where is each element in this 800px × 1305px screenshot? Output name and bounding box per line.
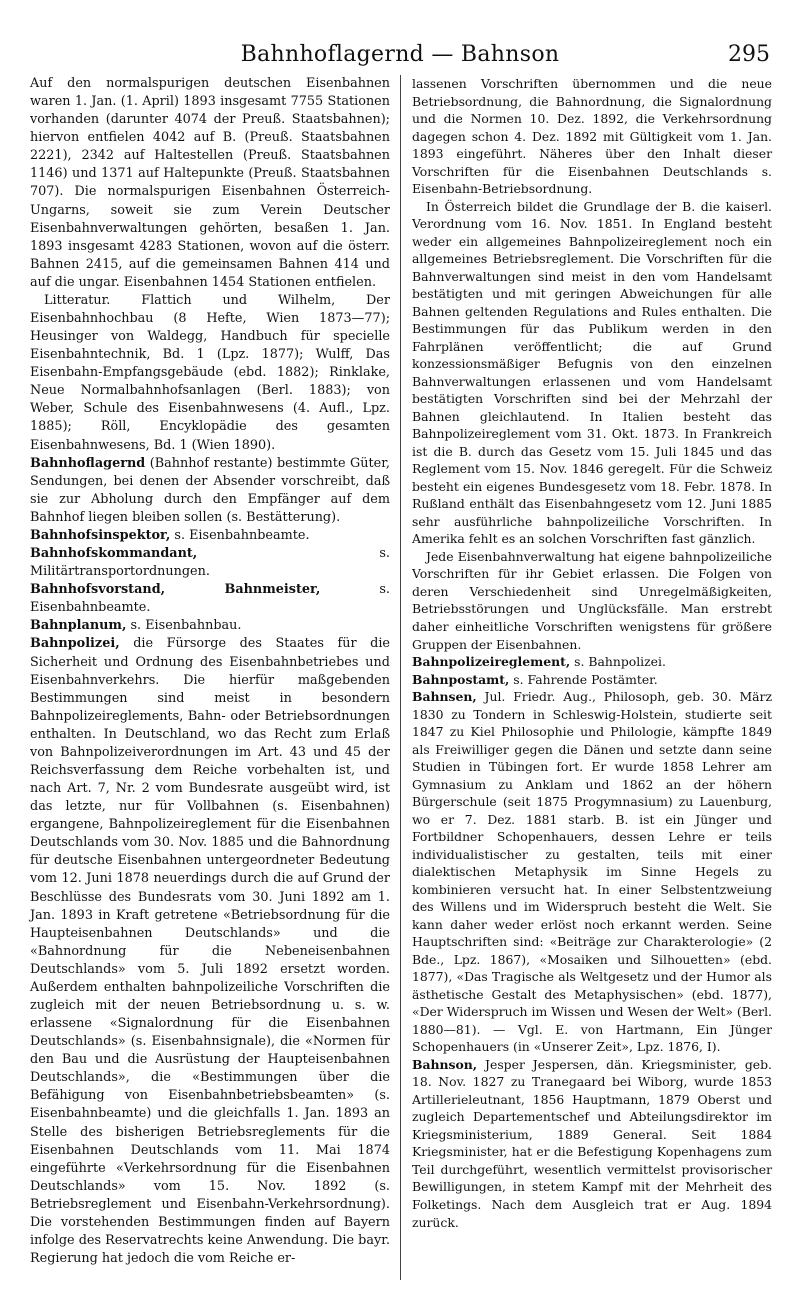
entry-text: die Fürsorge des Staates für die Sicherheit und Ordnung des Eisenbahnbetriebes und Eisenbahnverkehrs. Die hierfür maßgebenden Bestimmungen sind meist in besondern Bahnpolizeireglements, Bahn- oder Betriebsordnungen enthalten. In Deutschland, wo das Recht zum Erlaß von Bahnpolizeiverordnungen im Art. 43 und 45 der Reichsverfassung dem Reiche vorbehalten ist, und nach Art. 7, Nr. 2 vom Bundesrate ausgeübt wird, ist das letzte, nur für Vollbahnen (s. Eisenbahnen) ergangene, Bahnpolizeireglement für die Eisenbahnen Deutschlands vom 30. Nov. 1885 und die Bahnordnung für deutsche Eisenbahnen untergeordneter Bedeutung vom 12. Juni 1878 neuerdings durch die auf Grund der Beschlüsse des Bundesrats vom 30. Juni 1892 am 1. Jan. 1893 in Kraft getretene «Betriebsordnung für die Haupteisenbahnen Deutschlands» und die «Bahnordnung für die Nebeneisenbahnen Deutschlands» vom 5. Juli 1892 ersetzt worden. Außerdem enthalten bahnpolizeiliche Vorschriften die zugleich mit der neuen Betriebsordnung u. s. w. erlassene «Signalordnung für die Eisenbahnen Deutschlands» (s. Eisenbahnsignale), die «Normen für den Bau und die Ausrüstung der Haupteisenbahnen Deutschlands», die «Bestimmungen über die Befähigung von Eisenbahnbetriebsbeamten» (s. Eisenbahnbeamte) und die gleichfalls 1. Jan. 1893 an Stelle des bisherigen Betriebsreglements für die Eisenbahnen Deutschlands vom 11. Mai 1874 eingeführte «Verkehrsordnung für die Eisenbahnen Deutschlands» vom 15. Nov. 1892 (s. Betriebsreglement und Eisenbahn-Verkehrsordnung). Die vorstehenden Bestimmungen finden auf Bayern infolge des Reservatrechts keine Anwendung. Die bayr. Regierung hat jedoch die vom Reiche er-	[30, 636, 390, 1267]
right-column	[412, 75, 772, 1231]
entry-text: Auf den normalspurigen deutschen Eisenbahnen waren 1. Jan. (1. April) 1893 insgesamt 7755 Stationen vorhanden (darunter 4074 der Preuß. Staatsbahnen); hiervon entfielen 4042 auf B. (Preuß. Staatsbahnen 2221), 2342 auf Haltestellen (Preuß. Staatsbahnen 1146) und 1371 auf Haltepunkte (Preuß. Staatsbahnen 707). Die normalspurigen Eisenbahnen Österreich-Ungarns, soweit sie zum Verein Deutscher Eisenbahnverwaltungen gehörten, besaßen 1. Jan. 1893 insgesamt 4283 Stationen, wovon auf die österr. Bahnen 2415, auf die gemeinsamen Bahnen 414 und auf die ungar. Eisenbahnen 1454 Stationen entfielen.	[30, 76, 390, 290]
paragraph	[30, 75, 390, 292]
lexicon-entry	[412, 671, 772, 689]
running-title: Bahnhoflagernd — Bahnson	[240, 42, 560, 67]
headword: Bahnpolizei,	[30, 636, 120, 652]
entry-text: s. Eisenbahnbeamte.	[30, 582, 390, 616]
lexicon-entry	[30, 545, 390, 581]
entry-text: s. Militärtransportordnungen.	[30, 546, 390, 580]
headword: Bahnhofsinspektor,	[30, 527, 171, 543]
headword: Bahnsen,	[412, 689, 477, 705]
lexicon-entry	[30, 581, 390, 617]
headword: Bahnpolizeireglement,	[412, 654, 571, 670]
lexicon-entry	[30, 527, 390, 545]
entry-text: Jul. Friedr. Aug., Philosoph, geb. 30. März 1830 zu Tondern in Schleswig-Holstein, studierte seit 1847 zu Kiel Philosophie und Philologie, kämpfte 1849 als Freiwilliger gegen die Dänen und setzte dann seine Studien in Tübingen fort. Er wurde 1858 Lehrer am Gymnasium zu Anklam und 1862 an der höhern Bürgerschule (seit 1875 Progymnasium) zu Lauenburg, wo er 7. Dez. 1881 starb. B. ist ein Jünger und Fortbildner Schopenhauers, dessen Lehre er teils individualistischer zu gestalten, teils mit einer dialektischen Metaphysik im Sinne Hegels zu kombinieren versucht hat. In einer Selbstentzweiung des Willens und im Widerspruch besteht die Welt. Sie kann daher weder erlöst noch erkannt werden. Seine Hauptschriften sind: «Beiträge zur Charakterologie» (2 Bde., Lpz. 1867), «Mosaiken und Silhouetten» (ebd. 1877), «Das Tragische als Weltgesetz und der Humor als ästhetische Gestalt des Metaphysischen» (ebd. 1877), «Der Widerspruch im Wissen und Wesen der Welt» (Berl. 1880—81). — Vgl. E. von Hartmann, Ein Jünger Schopenhauers (in «Unserer Zeit», Lpz. 1876, I).	[412, 689, 772, 1055]
entry-text: Jesper Jespersen, dän. Kriegsminister, geb. 18. Nov. 1827 zu Tranegaard bei Wiborg, wurde 1853 Artillerieleutnant, 1856 Hauptmann, 1879 Oberst und zugleich Departementschef und Abteilungsdirektor im Kriegsministerium, 1889 General. Seit 1884 Kriegsminister, hat er die Befestigung Kopenhagens zum Teil durchgeführt, wesentlich vermittelst provisorischer Bewilligungen, in stetem Kampf mit der Mehrheit des Folketings. Nach dem Ausgleich trat er Aug. 1894 zurück.	[412, 1056, 772, 1230]
entry-text: s. Eisenbahnbau.	[126, 618, 242, 634]
headword: Bahnson,	[412, 1056, 478, 1072]
lexicon-entry	[30, 455, 390, 527]
lexicon-entry	[412, 688, 772, 1056]
headword: Bahnplanum,	[30, 618, 127, 634]
lexicon-entry	[30, 635, 390, 1268]
page-header	[30, 42, 770, 72]
column-divider	[400, 75, 401, 1280]
lexicon-entry	[412, 1056, 772, 1231]
lexicon-entry	[30, 617, 390, 635]
paragraph	[412, 198, 772, 548]
left-column	[30, 75, 390, 1268]
paragraph	[412, 75, 772, 198]
entry-text: s. Bahnpolizei.	[570, 654, 666, 670]
entry-text: In Österreich bildet die Grundlage der B. die kaiserl. Verordnung vom 16. Nov. 1851. In England besteht weder ein allgemeines Bahnpolizeireglement noch ein allgemeines Betriebsreglement. Die Vorschriften für die Bahnverwaltungen sind meist in den vom Handelsamt bestätigten und mit geringen Abweichungen für alle Bahnen geltenden Regulations and Rules enthalten. Die Bestimmungen für das Publikum werden in den Fahrplänen veröffentlicht; die auf Grund konzessionsmäßiger Befugnis von den einzelnen Bahnverwaltungen erlassenen und vom Handelsamt bestätigten Vorschriften sind bei der Mehrzahl der Bahnen gleichlautend. In Italien besteht das Bahnpolizeireglement vom 31. Okt. 1873. In Frankreich ist die B. durch das Gesetz vom 15. Juli 1845 und das Reglement vom 15. Nov. 1846 geregelt. Für die Schweiz besteht ein eigenes Bundesgesetz vom 18. Febr. 1878. In Rußland enthält das Eisenbahngesetz vom 12. Juni 1885 sehr ausführliche bahnpolizeiliche Vorschriften. In Amerika fehlt es an solchen Vorschriften fast gänzlich.	[412, 198, 772, 547]
entry-text: s. Eisenbahnbeamte.	[170, 527, 310, 543]
entry-text: s. Fahrende Postämter.	[509, 671, 658, 687]
entry-text: Litteratur. Flattich und Wilhelm, Der Eisenbahnhochbau (8 Hefte, Wien 1873—77); Heusinger von Waldegg, Handbuch für specielle Eisenbahntechnik, Bd. 1 (Lpz. 1877); Wulff, Das Eisenbahn-Empfangsgebäude (ebd. 1882); Rinklake, Neue Normalbahnhofsanlagen (Berl. 1883); von Weber, Schule des Eisenbahnwesens (4. Aufl., Lpz. 1885); Röll, Encyklopädie des gesamten Eisenbahnwesens, Bd. 1 (Wien 1890).	[30, 292, 390, 453]
headword: Bahnhofskommandant,	[30, 546, 198, 562]
headword: Bahnhofsvorstand, Bahnmeister,	[30, 582, 321, 598]
entry-text: Jede Eisenbahnverwaltung hat eigene bahnpolizeiliche Vorschriften für ihr Gebiet erlassen. Die Folgen von deren Verschiedenheit sind Unregelmäßigkeiten, Betriebsstörungen und Unglücksfälle. Man erstrebt daher einheitliche Vorschriften wenigstens für größere Gruppen der Eisenbahnen.	[412, 548, 772, 652]
page-number: 295	[728, 42, 770, 67]
paragraph	[30, 292, 390, 455]
lexicon-entry	[412, 653, 772, 671]
entry-text: (Bahnhof restante) bestimmte Güter, Sendungen, bei denen der Absender vorschreibt, daß sie zur Abholung durch den Empfänger auf dem Bahnhof liegen bleiben sollen (s. Bestätterung).	[30, 455, 390, 525]
entry-text: lassenen Vorschriften übernommen und die neue Betriebsordnung, die Bahnordnung, die Signalordnung und die Normen 10. Dez. 1892, die Verkehrsordnung dagegen schon 4. Dez. 1892 mit Gültigkeit vom 1. Jan. 1893 eingeführt. Näheres über den Inhalt dieser Vorschriften für die Eisenbahnen Deutschlands s. Eisenbahn-Betriebsordnung.	[412, 76, 772, 197]
headword: Bahnhoflagernd	[30, 455, 146, 471]
headword: Bahnpostamt,	[412, 671, 510, 687]
paragraph	[412, 548, 772, 653]
